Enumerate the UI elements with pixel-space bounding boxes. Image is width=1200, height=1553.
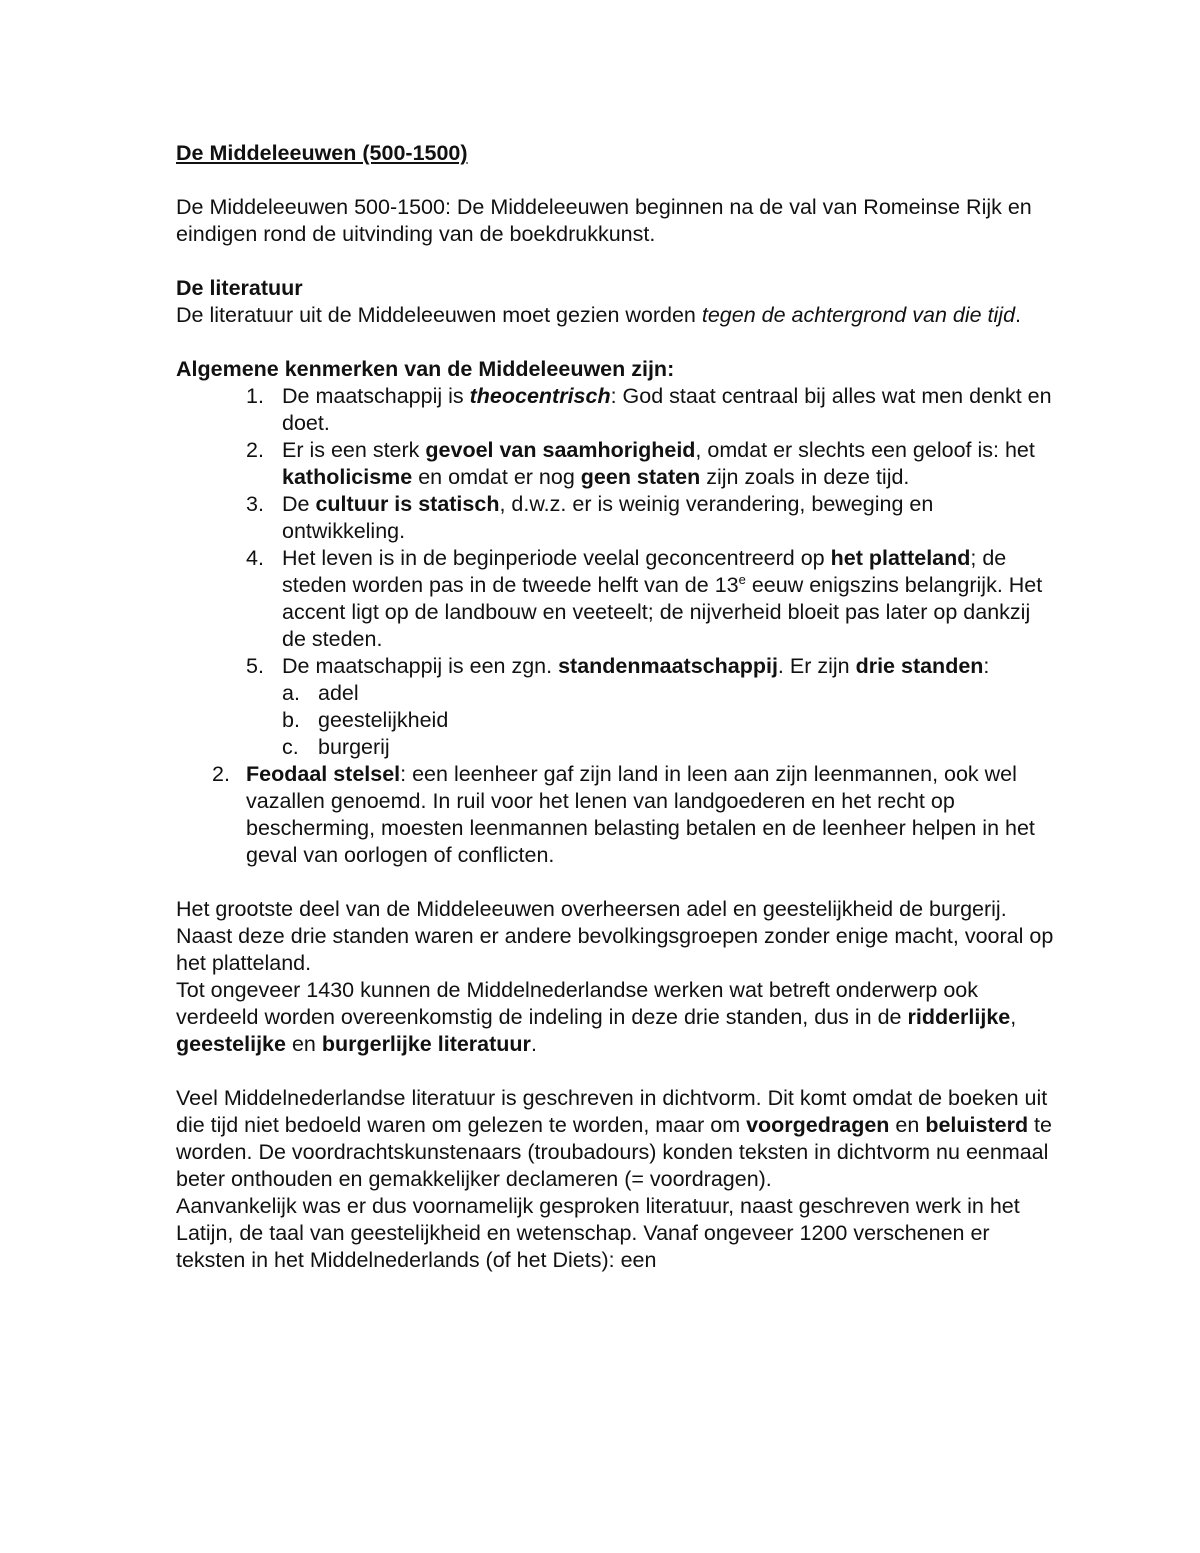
estates-list (176, 680, 1056, 761)
paragraph-estates: Het grootste deel van de Middeleeuwen overheersen adel en geestelijkheid de burgerij. Naast deze drie standen waren er andere bevolkingsgroepen zonder enige macht, vooral op het platteland. (176, 897, 1054, 975)
literature-paragraph: De literatuur uit de Middeleeuwen moet gezien worden tegen de achtergrond van die tijd. (176, 303, 1022, 327)
list-item: 1. De maatschappij is theocentrisch: God staat centraal bij alles wat men denkt en doet. (246, 384, 1052, 435)
list-item: 3. De cultuur is statisch, d.w.z. er is weinig verandering, beweging en ontwikkeling. (246, 492, 934, 543)
list-item: c. burgerij (282, 735, 390, 759)
literature-heading: De literatuur (176, 276, 303, 300)
page-title: De Middeleeuwen (500-1500) (176, 141, 468, 165)
features-heading: Algemene kenmerken van de Middeleeuwen zijn: (176, 357, 675, 381)
list-item: 4. Het leven is in de beginperiode veelal geconcentreerd op het platteland; de steden worden pas in de tweede helft van de 13e eeuw enigszins belangrijk. Het accent ligt op de landbouw en veeteelt; de nijverheid bloeit pas later op dankzij de steden. (246, 546, 1043, 651)
paragraph-poetry: Veel Middelnederlandse literatuur is geschreven in dichtvorm. Dit komt omdat de boeken uit die tijd niet bedoeld waren om gelezen te worden, maar om voorgedragen en beluisterd te worden. De voordrachtskunstenaars (troubadours) konden teksten in dichtvorm nu eenmaal beter onthouden en gemakkelijker declameren (= voordragen). (176, 1086, 1052, 1191)
list-item: 2. Er is een sterk gevoel van saamhorigheid, omdat er slechts een geloof is: het katholicisme en omdat er nog geen staten zijn zoals in deze tijd. (246, 438, 1035, 489)
list-item: a. adel (282, 681, 359, 705)
features-list (176, 383, 1056, 680)
list-item: b. geestelijkheid (282, 708, 449, 732)
list-item: 5. De maatschappij is een zgn. standenmaatschappij. Er zijn drie standen: (246, 654, 990, 678)
intro-paragraph: De Middeleeuwen 500-1500: De Middeleeuwen beginnen na de val van Romeinse Rijk en eindigen rond de uitvinding van de boekdrukkunst. (176, 195, 1032, 246)
feudal-system-item: 2. Feodaal stelsel: een leenheer gaf zijn land in leen aan zijn leenmannen, ook wel vazallen genoemd. In ruil voor het lenen van landgoederen en het recht op bescherming, moesten leenmannen belasting betalen en de leenheer helpen in het geval van oorlogen of conflicten. (212, 762, 1035, 867)
document-page (176, 140, 1056, 1274)
paragraph-spoken: Aanvankelijk was er dus voornamelijk gesproken literatuur, naast geschreven werk in het Latijn, de taal van geestelijkheid en wetenschap. Vanaf ongeveer 1200 verschenen er teksten in het Middelnederlands (of het Diets): een (176, 1194, 1020, 1272)
paragraph-division: Tot ongeveer 1430 kunnen de Middelnederlandse werken wat betreft onderwerp ook verdeeld worden overeenkomstig de indeling in deze drie standen, dus in de ridderlijke, geestelijke en burgerlijke literatuur. (176, 978, 1017, 1056)
